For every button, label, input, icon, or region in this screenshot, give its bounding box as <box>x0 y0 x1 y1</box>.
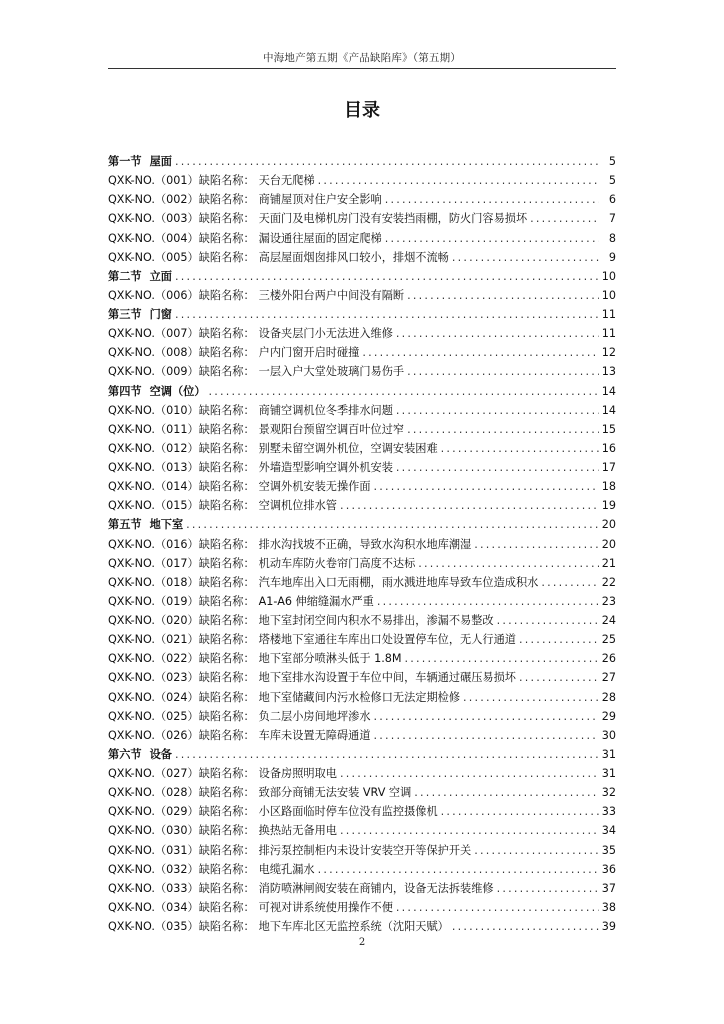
dot-leader <box>318 174 599 187</box>
section-label: 第三节 <box>108 308 142 321</box>
entry-code: QXK-NO.（021） <box>108 633 199 647</box>
entry-code: QXK-NO.（001） <box>108 174 199 188</box>
entry-page-number: 36 <box>601 862 616 876</box>
table-of-contents <box>108 153 616 937</box>
dot-leader <box>209 385 599 398</box>
entry-page-number: 31 <box>601 747 616 761</box>
dot-leader <box>519 633 599 646</box>
dot-leader <box>530 212 599 225</box>
entry-label: 缺陷名称： <box>198 594 255 608</box>
entry-label: 缺陷名称： <box>198 652 255 666</box>
dot-leader <box>441 442 599 455</box>
entry-page-number: 8 <box>608 231 616 245</box>
entry-code: QXK-NO.（012） <box>108 441 199 455</box>
entry-label: 缺陷名称： <box>198 633 255 647</box>
dot-leader <box>186 518 599 531</box>
toc-item-entry[interactable] <box>108 440 616 459</box>
dot-leader <box>396 404 599 417</box>
entry-title: 地下室封闭空间内积水不易排出，渗漏不易整改 <box>258 614 494 627</box>
entry-title: 机动车库防火卷帘门高度不达标 <box>258 556 416 570</box>
dot-leader <box>175 155 599 168</box>
running-header: 中海地产第五期《产品缺陷库》（第五期） <box>262 52 462 64</box>
dot-leader <box>175 270 599 283</box>
entry-title: 户内门窗开启时碰撞 <box>258 346 360 360</box>
entry-title: 一层入户大堂处玻璃门易伤手 <box>258 365 405 379</box>
entry-label: 缺陷名称： <box>198 499 255 513</box>
toc-item-entry[interactable] <box>108 631 616 650</box>
toc-item-entry[interactable] <box>108 249 616 268</box>
entry-code: QXK-NO.（016） <box>108 537 199 551</box>
entry-label: 缺陷名称： <box>198 422 255 436</box>
dot-leader <box>396 327 599 340</box>
entry-label: 缺陷名称： <box>198 365 255 379</box>
entry-page-number: 25 <box>601 633 616 647</box>
entry-title: 屋面 <box>149 155 172 168</box>
dot-leader <box>396 901 599 914</box>
entry-page-number: 14 <box>601 384 616 398</box>
entry-title: 地下室部分喷淋头低于 1.8M <box>258 652 402 666</box>
entry-page-number: 20 <box>601 518 616 532</box>
entry-code: QXK-NO.（034） <box>108 900 199 914</box>
section-label: 第二节 <box>108 269 142 283</box>
entry-title: 空调（位） <box>149 384 206 398</box>
entry-label: 缺陷名称： <box>198 786 255 800</box>
entry-label: 缺陷名称： <box>198 843 255 857</box>
entry-title: 门窗 <box>149 308 172 321</box>
page-number: 2 <box>358 937 366 948</box>
entry-code: QXK-NO.（008） <box>108 346 199 360</box>
entry-code: QXK-NO.（005） <box>108 250 199 264</box>
entry-title: 商铺屋顶对住户安全影响 <box>258 193 382 207</box>
entry-title: 空调机位排水管 <box>258 499 337 513</box>
toc-section-entry[interactable] <box>108 516 616 535</box>
entry-title: 地下车库北区无监控系统（沈阳天赋） <box>258 920 449 933</box>
dot-leader <box>463 691 599 704</box>
dot-leader <box>474 538 599 551</box>
section-label: 第五节 <box>108 518 142 532</box>
entry-code: QXK-NO.（011） <box>108 422 199 436</box>
entry-code: QXK-NO.（031） <box>108 843 199 857</box>
entry-title: 致部分商铺无法安装 VRV 空调 <box>258 786 412 800</box>
entry-label: 缺陷名称： <box>198 174 255 188</box>
entry-page-number: 15 <box>601 422 616 436</box>
entry-label: 缺陷名称： <box>198 881 255 895</box>
entry-page-number: 26 <box>601 652 616 666</box>
entry-label: 缺陷名称： <box>198 327 255 341</box>
toc-section-entry[interactable] <box>108 746 616 765</box>
entry-code: QXK-NO.（006） <box>108 288 199 302</box>
entry-code: QXK-NO.（014） <box>108 480 199 494</box>
toc-item-entry[interactable] <box>108 555 616 574</box>
entry-title: 地下室储藏间内污水检修口无法定期检修 <box>258 690 461 704</box>
entry-label: 缺陷名称： <box>198 728 255 742</box>
entry-title: 外墙造型影响空调外机安装 <box>258 461 393 474</box>
entry-code: QXK-NO.（002） <box>108 193 199 207</box>
entry-code: QXK-NO.（022） <box>108 652 199 666</box>
entry-code: QXK-NO.（018） <box>108 575 199 589</box>
entry-page-number: 20 <box>601 537 616 551</box>
entry-label: 缺陷名称： <box>198 556 255 570</box>
entry-code: QXK-NO.（029） <box>108 805 199 819</box>
toc-item-entry[interactable] <box>108 230 616 249</box>
entry-title: 负二层小房间地坪渗水 <box>258 709 371 723</box>
entry-label: 缺陷名称： <box>198 671 255 685</box>
entry-title: 地下室 <box>149 518 184 532</box>
dot-leader <box>362 346 598 359</box>
entry-label: 缺陷名称： <box>198 193 255 207</box>
entry-title: 车库未设置无障碍通道 <box>258 728 371 742</box>
entry-page-number: 7 <box>608 212 616 226</box>
entry-page-number: 14 <box>601 403 616 417</box>
entry-title: 设备房照明取电 <box>258 767 337 780</box>
dot-leader <box>407 289 599 302</box>
toc-item-entry[interactable] <box>108 574 616 593</box>
entry-page-number: 13 <box>601 365 616 379</box>
toc-item-entry[interactable] <box>108 210 616 229</box>
dot-leader <box>452 251 599 264</box>
toc-item-entry[interactable] <box>108 287 616 306</box>
toc-item-entry[interactable] <box>108 402 616 421</box>
toc-item-entry[interactable] <box>108 669 616 688</box>
toc-item-entry[interactable] <box>108 172 616 191</box>
dot-leader <box>407 365 599 378</box>
entry-title: 地下室排水沟设置于车位中间，车辆通过碾压易损坏 <box>258 671 516 685</box>
toc-item-entry[interactable] <box>108 765 616 784</box>
dot-leader <box>405 652 599 665</box>
entry-page-number: 10 <box>601 288 616 302</box>
toc-item-entry[interactable] <box>108 593 616 612</box>
toc-item-entry[interactable] <box>108 344 616 363</box>
dot-leader <box>374 710 599 723</box>
toc-item-entry[interactable] <box>108 708 616 727</box>
toc-item-entry[interactable] <box>108 842 616 861</box>
entry-page-number: 37 <box>601 881 616 895</box>
entry-title: 空调外机安装无操作面 <box>258 480 371 494</box>
entry-code: QXK-NO.（010） <box>108 403 199 417</box>
dot-leader <box>396 461 599 474</box>
dot-leader <box>318 863 599 876</box>
entry-page-number: 21 <box>601 556 616 570</box>
dot-leader <box>175 308 599 321</box>
entry-title: 三楼外阳台两户中间没有隔断 <box>258 288 405 302</box>
entry-page-number: 27 <box>601 671 616 685</box>
entry-page-number: 11 <box>601 327 616 341</box>
entry-page-number: 11 <box>601 308 616 321</box>
entry-page-number: 31 <box>601 767 616 780</box>
toc-item-entry[interactable] <box>108 612 616 631</box>
entry-title: 天台无爬梯 <box>258 174 315 188</box>
entry-title: 高层屋面烟囱排风口较小，排烟不流畅 <box>258 250 449 264</box>
dot-leader <box>519 671 599 684</box>
toc-item-entry[interactable] <box>108 478 616 497</box>
entry-page-number: 17 <box>601 461 616 474</box>
toc-item-entry[interactable] <box>108 689 616 708</box>
entry-page-number: 12 <box>601 346 616 360</box>
entry-title: 小区路面临时停车位没有监控摄像机 <box>258 805 438 819</box>
entry-code: QXK-NO.（023） <box>108 671 199 685</box>
entry-code: QXK-NO.（004） <box>108 231 199 245</box>
entry-title: 汽车地库出入口无雨棚，雨水溅进地库导致车位造成积水 <box>258 575 539 589</box>
section-label: 第一节 <box>108 155 142 168</box>
entry-page-number: 16 <box>601 441 616 455</box>
toc-item-entry[interactable] <box>108 497 616 516</box>
entry-label: 缺陷名称： <box>198 900 255 914</box>
entry-page-number: 24 <box>601 614 616 627</box>
dot-leader <box>340 499 599 512</box>
toc-item-entry[interactable] <box>108 536 616 555</box>
toc-item-entry[interactable] <box>108 363 616 382</box>
entry-label: 缺陷名称： <box>198 288 255 302</box>
entry-title: 排污泵控制柜内未设计安装空开等保护开关 <box>258 843 472 857</box>
dot-leader <box>541 576 598 589</box>
entry-code: QXK-NO.（035） <box>108 920 199 933</box>
entry-label: 缺陷名称： <box>198 480 255 494</box>
dot-leader <box>385 193 599 206</box>
entry-code: QXK-NO.（032） <box>108 862 199 876</box>
section-label: 第四节 <box>108 384 142 398</box>
toc-section-entry[interactable] <box>108 268 616 287</box>
entry-label: 缺陷名称： <box>198 824 255 838</box>
entry-title: 立面 <box>149 269 172 283</box>
entry-code: QXK-NO.（020） <box>108 614 199 627</box>
toc-title: 目录 <box>344 100 380 121</box>
entry-title: 天面门及电梯机房门没有安装挡雨棚，防火门容易损坏 <box>258 212 528 226</box>
toc-item-entry[interactable] <box>108 459 616 478</box>
entry-page-number: 32 <box>601 786 616 800</box>
dot-leader <box>497 614 599 627</box>
entry-page-number: 38 <box>601 900 616 914</box>
toc-item-entry[interactable] <box>108 861 616 880</box>
entry-title: 排水沟找坡不正确，导致水沟积水地库潮湿 <box>258 537 472 551</box>
toc-item-entry[interactable] <box>108 822 616 841</box>
entry-code: QXK-NO.（017） <box>108 556 199 570</box>
toc-item-entry[interactable] <box>108 918 616 937</box>
toc-section-entry[interactable] <box>108 306 616 325</box>
entry-page-number: 30 <box>601 728 616 742</box>
entry-title: 电缆孔漏水 <box>258 862 315 876</box>
entry-code: QXK-NO.（013） <box>108 461 199 474</box>
entry-label: 缺陷名称： <box>198 250 255 264</box>
entry-label: 缺陷名称： <box>198 767 255 780</box>
entry-code: QXK-NO.（026） <box>108 728 199 742</box>
entry-page-number: 5 <box>608 174 616 188</box>
toc-item-entry[interactable] <box>108 727 616 746</box>
entry-code: QXK-NO.（024） <box>108 690 199 704</box>
entry-title: 设备 <box>149 747 172 761</box>
entry-label: 缺陷名称： <box>198 346 255 360</box>
entry-label: 缺陷名称： <box>198 212 255 226</box>
entry-label: 缺陷名称： <box>198 441 255 455</box>
entry-label: 缺陷名称： <box>198 231 255 245</box>
dot-leader <box>452 920 599 933</box>
entry-title: 换热站无备用电 <box>258 824 337 838</box>
entry-code: QXK-NO.（019） <box>108 594 199 608</box>
entry-label: 缺陷名称： <box>198 920 255 933</box>
entry-page-number: 34 <box>601 824 616 838</box>
toc-item-entry[interactable] <box>108 803 616 822</box>
entry-title: 设备夹层门小无法进入维修 <box>258 327 393 341</box>
entry-page-number: 29 <box>601 709 616 723</box>
dot-leader <box>340 824 599 837</box>
toc-item-entry[interactable] <box>108 899 616 918</box>
section-label: 第六节 <box>108 747 142 761</box>
entry-title: 景观阳台预留空调百叶位过窄 <box>258 422 405 436</box>
entry-code: QXK-NO.（025） <box>108 709 199 723</box>
entry-page-number: 28 <box>601 690 616 704</box>
entry-code: QXK-NO.（030） <box>108 824 199 838</box>
entry-code: QXK-NO.（015） <box>108 499 199 513</box>
dot-leader <box>374 729 599 742</box>
entry-page-number: 39 <box>601 920 616 933</box>
entry-label: 缺陷名称： <box>198 805 255 819</box>
entry-page-number: 35 <box>601 843 616 857</box>
entry-label: 缺陷名称： <box>198 614 255 627</box>
entry-title: 塔楼地下室通往车库出口处设置停车位，无人行通道 <box>258 633 516 647</box>
entry-page-number: 19 <box>601 499 616 513</box>
entry-page-number: 22 <box>601 575 616 589</box>
toc-item-entry[interactable] <box>108 784 616 803</box>
entry-page-number: 18 <box>601 480 616 494</box>
toc-section-entry[interactable] <box>108 383 616 402</box>
entry-label: 缺陷名称： <box>198 690 255 704</box>
entry-label: 缺陷名称： <box>198 709 255 723</box>
dot-leader <box>418 557 598 570</box>
toc-item-entry[interactable] <box>108 650 616 669</box>
entry-page-number: 33 <box>601 805 616 819</box>
header-rule <box>108 68 616 69</box>
toc-item-entry[interactable] <box>108 191 616 210</box>
entry-title: 商铺空调机位冬季排水问题 <box>258 403 393 417</box>
entry-label: 缺陷名称： <box>198 862 255 876</box>
entry-code: QXK-NO.（027） <box>108 767 199 780</box>
entry-page-number: 5 <box>608 155 616 168</box>
entry-page-number: 9 <box>608 250 616 264</box>
toc-item-entry[interactable] <box>108 325 616 344</box>
entry-label: 缺陷名称： <box>198 537 255 551</box>
entry-title: 可视对讲系统使用操作不便 <box>258 900 393 914</box>
entry-code: QXK-NO.（028） <box>108 786 199 800</box>
toc-section-entry[interactable] <box>108 153 616 172</box>
entry-title: 消防喷淋闸阀安装在商铺内，设备无法拆装维修 <box>258 881 494 895</box>
dot-leader <box>340 767 599 780</box>
entry-label: 缺陷名称： <box>198 403 255 417</box>
dot-leader <box>175 748 599 761</box>
dot-leader <box>385 232 599 245</box>
entry-code: QXK-NO.（009） <box>108 365 199 379</box>
entry-page-number: 10 <box>601 269 616 283</box>
entry-code: QXK-NO.（003） <box>108 212 199 226</box>
dot-leader <box>497 882 599 895</box>
dot-leader <box>474 844 599 857</box>
entry-code: QXK-NO.（033） <box>108 881 199 895</box>
entry-code: QXK-NO.（007） <box>108 327 199 341</box>
entry-title: 别墅未留空调外机位，空调安装困难 <box>258 441 438 455</box>
toc-item-entry[interactable] <box>108 880 616 899</box>
dot-leader <box>414 786 598 799</box>
dot-leader <box>377 595 599 608</box>
entry-label: 缺陷名称： <box>198 575 255 589</box>
entry-page-number: 23 <box>601 594 616 608</box>
dot-leader <box>407 423 599 436</box>
entry-page-number: 6 <box>608 193 616 207</box>
dot-leader <box>374 480 599 493</box>
toc-item-entry[interactable] <box>108 421 616 440</box>
dot-leader <box>441 805 599 818</box>
entry-title: A1-A6 伸缩缝漏水严重 <box>258 594 374 608</box>
entry-title: 漏设通往屋面的固定爬梯 <box>258 231 382 245</box>
entry-label: 缺陷名称： <box>198 461 255 474</box>
